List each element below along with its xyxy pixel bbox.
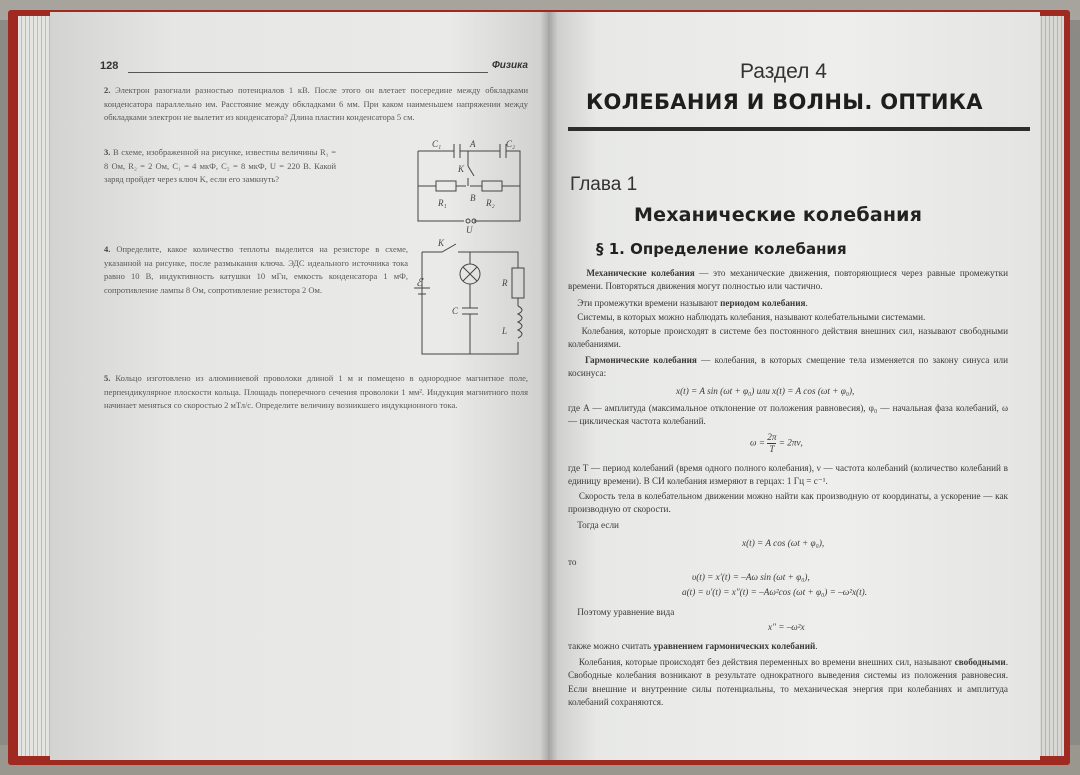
label-r: R [502,278,508,288]
text: . [815,641,818,651]
text: — это механические движения, повторяющиеся через равные промежутки времени. Повторяться движения могут полностью или частично. [568,268,1009,292]
section-label: Раздел 4 [740,60,827,83]
formula-acceleration: a(t) = υ′(t) = x″(t) = –Aω²cos (ωt + φ₀) = –ω²x(t). [682,587,868,597]
formula-right: = 2πν, [778,437,803,448]
chapter-label: Глава 1 [570,174,638,195]
term: Гармонические колебания [585,355,697,365]
numerator: 2π [767,432,777,442]
term: свободными [954,657,1006,667]
paragraph-10 [568,556,1008,569]
paragraph-13 [568,656,1008,710]
problem-number: 2. [104,85,111,95]
text: Колебания, которые происходят без действия переменных во времени внешних сил, называют [578,657,955,667]
term: Механические колебания [586,268,695,278]
label-r1: R₁ [438,198,447,208]
paragraph-6 [568,402,1008,429]
fraction [767,432,776,455]
formula-left: ω = [750,437,765,448]
section-title: КОЛЕБАНИЯ И ВОЛНЫ. ОПТИКА [586,90,983,114]
problem-number: 3. [104,147,111,157]
label-l: L [502,326,508,336]
paragraph-7 [568,462,1008,489]
section-rule [568,127,1030,131]
label-a: A [470,139,476,149]
label-c1: C₁ [432,139,442,149]
running-header: Физика [492,60,528,71]
label-r2: R₂ [486,198,495,208]
formula-harmonic: x(t) = A sin (ωt + φ₀) или x(t) = A cos (ωt + φ₀), [676,386,855,396]
problem-text: В схеме, изображенной на рисунке, известны величины R₁ = 8 Ом, R₂ = 2 Ом, C₁ = 4 мкФ, C₂ = 8 мкФ, U = 220 В. Какой заряд пройдет через ключ K, если его замкнуть? [104,147,336,184]
circuit-diagram-1 [408,136,528,236]
text: . Свободные колебания возникают в результате однократного выведения системы из положения равновесия. Если внешние и внутренние силы потенциальны, то механическая энергия при колебаниях и амплитуда колебаний сохраняются. [568,657,1008,708]
label-emf: ℰ [416,277,423,289]
text: где A — амплитуда (максимальное отклонение от положения равновесия), φ₀ — начальная фаза колебаний, ω — циклическая частота колебаний. [568,403,1008,427]
problem-number: 4. [104,244,111,254]
formula-equation: x″ = –ω²x [768,622,805,632]
label-c: C [452,306,459,316]
paragraph-12 [568,640,1008,653]
paragraph-5 [568,354,1008,381]
text: — колебания, в которых смещение тела изменяется по закону синуса или косинуса: [568,355,1008,379]
label-k: K [438,238,445,248]
problem-number: 5. [104,373,111,383]
problem-5 [104,372,528,413]
text: также можно считать [568,641,654,651]
formula-omega [750,432,803,455]
text: . [805,298,808,308]
page-number: 128 [100,60,119,72]
text: Системы, в которых можно наблюдать колебания, называют колебательными системами. [577,312,926,322]
label-b: B [470,193,476,203]
problem-text: Определите, какое количество теплоты выделится на резисторе в схеме, указанной на рисунке, после размыкания ключа. ЭДС идеального источника тока равно 10 В, индуктивность катушки 10 мГн, емкость конденсатора 1 мФ, сопротивление лампы 8 Ом, сопротивление резистора 2 Ом. [104,244,409,295]
paragraph-8 [568,490,1008,517]
circuit-diagram-2 [412,238,530,360]
text: то [568,557,577,567]
text: Колебания, которые происходят в системе без постоянного действия внешних сил, называют свободными колебаниями. [568,326,1008,350]
problem-text: Кольцо изготовлено из алюминиевой проволоки длиной 1 м и помещено в однородное магнитное поле, перпендикулярное плоскости кольца. Площадь поперечного сечения проволоки 1 мм². Индукция магнитного поля начинает меняться со скоростью 2 мТл/с. Определите величину возникшего индукционного тока. [104,373,529,410]
formula-velocity: υ(t) = x′(t) = –Aω sin (ωt + φ₀), [692,572,810,582]
paragraph-1 [568,267,1008,294]
text: где T — период колебаний (время одного полного колебания), ν — частота колебаний (количество колебаний в единицу времени). В СИ колебания измеряют в герцах: 1 Гц = c⁻¹. [568,463,1008,487]
page-edges-right [1038,16,1064,756]
problem-2 [104,84,528,125]
text: Тогда если [577,520,619,530]
paragraph-11 [568,606,1008,619]
text: Скорость тела в колебательном движении можно найти как производную от координаты, а ускорение — как производную от скорости. [568,491,1008,515]
label-k: K [458,164,465,174]
label-c2: C₂ [506,139,516,149]
label-u: U [466,225,473,235]
paragraph-4 [568,325,1008,352]
term: уравнением гармонических колебаний [653,641,816,651]
term: периодом колебания [720,298,806,308]
denominator: T [767,443,776,455]
paragraph-3 [568,311,1008,324]
paragraph-title: § 1. Определение колебания [596,240,847,258]
text: Поэтому уравнение вида [577,607,675,617]
text: Эти промежутки времени называют [577,298,721,308]
paragraph-9 [568,519,1008,532]
problem-text: Электрон разогнали разностью потенциалов 1 кВ. После этого он влетает посередине между обкладками конденсатора параллельно им. Расстояние между обкладками 6 мм. При каком наименьшем напряжении между обкладками электрон не вылетит из конденсатора? Длина пластин конденсатора 5 см. [104,85,529,122]
problem-3 [104,146,336,187]
problem-4 [104,243,408,297]
chapter-title: Механические колебания [634,204,923,226]
book-gutter [540,12,558,760]
header-rule [128,72,488,73]
formula-position: x(t) = A cos (ωt + φ₀), [742,538,825,548]
paragraph-2 [568,297,1008,310]
